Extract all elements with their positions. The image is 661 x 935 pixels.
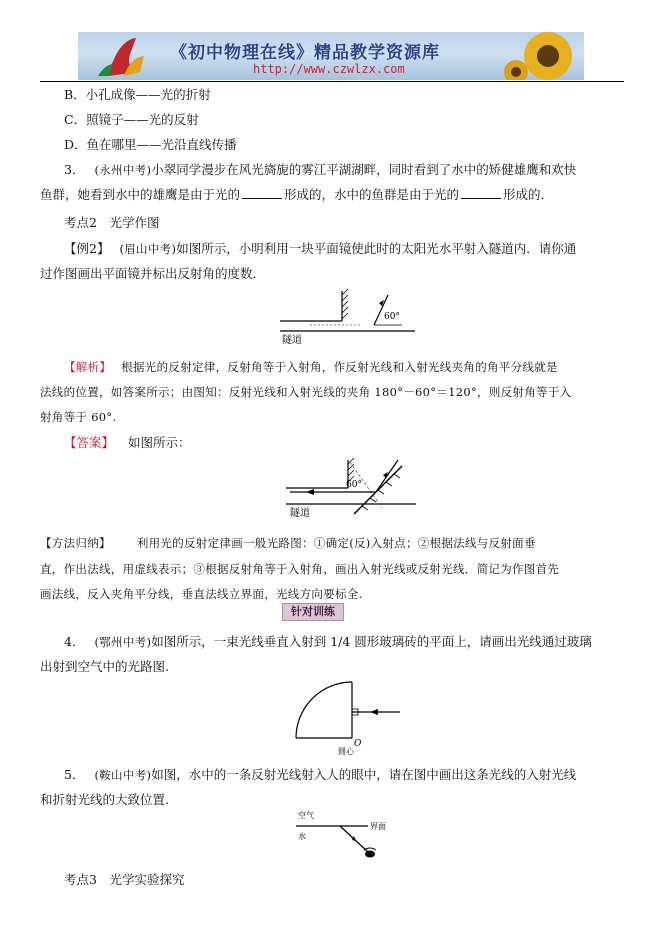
method-line-2: 直，作出法线，用虚线表示；③根据反射角等于入射角，画出入射光线或反射光线．简记为作图首先	[40, 562, 560, 576]
example-source: (眉山中考)	[119, 242, 177, 256]
question-number: 5．	[64, 767, 85, 782]
sunflower-icon	[504, 32, 572, 80]
arrow-icon	[370, 709, 378, 715]
banner-title: 《初中物理在线》精品教学资源库	[170, 43, 440, 63]
question-text: 小翠同学漫步在风光旖旎的雾江平湖湖畔，同时看到了水中的矫健雄鹰和欢快	[151, 162, 577, 177]
header-banner	[78, 32, 584, 80]
water-label: 水	[298, 832, 306, 841]
method-text: 利用光的反射定律画一般光路图：①确定(反)入射点；②根据法线与反射面垂	[136, 536, 536, 550]
origin-label: O	[354, 739, 362, 749]
question-number: 3．	[64, 162, 85, 177]
option-b: B．小孔成像——光的折射	[64, 87, 211, 102]
question-text: 形成的，水中的鱼群是由于光的	[284, 187, 460, 202]
method-line-3: 画法线，反入夹角平分线，垂直法线立界面，光线方向要标全.	[40, 587, 363, 601]
header-divider	[40, 81, 624, 82]
answer-blank-2[interactable]	[461, 186, 501, 199]
question-3-line-2	[40, 186, 553, 204]
analysis-line-2: 法线的位置，如答案所示；由图知：反射光线和入射光线的夹角 180°－60°＝120°，则反射角等于入	[40, 385, 572, 399]
option-d: D．鱼在哪里——光沿直线传播	[64, 137, 237, 152]
question-text: 形成的．	[503, 187, 554, 202]
answer-blank-1[interactable]	[242, 186, 282, 199]
section-heading-2: 考点2 光学作图	[64, 215, 160, 230]
question-4-line-1	[64, 633, 592, 651]
question-text: 鱼群，她看到水中的雄鹰是由于光的	[40, 187, 241, 202]
example-2-line-1	[64, 240, 576, 258]
banner-url[interactable]: http://www.czwlzx.com	[253, 62, 405, 76]
question-3-line-1	[64, 161, 576, 179]
section-heading-3: 考点3 光学实验探究	[64, 872, 185, 887]
tunnel-label: 隧道	[282, 335, 302, 346]
figure-quarter-circle	[290, 676, 410, 756]
answer-text: 如图所示：	[128, 435, 191, 450]
analysis-line-3: 射角等于 60°.	[40, 410, 117, 424]
angle-label: 60°	[384, 312, 400, 322]
question-number: 4．	[64, 634, 85, 649]
center-label: 圆心	[338, 747, 354, 756]
question-source: (鄂州中考)	[94, 635, 152, 649]
question-5-line-2: 和折射光线的大致位置.	[40, 792, 169, 807]
answer-line	[64, 434, 191, 452]
example-label: 【例2】	[64, 241, 110, 256]
analysis-line-1	[64, 358, 558, 376]
question-source: (鞍山中考)	[94, 768, 152, 782]
question-text: 如图，水中的一条反射光线射入人的眼中，请在图中画出这条光线的入射光线	[151, 767, 577, 782]
method-label: 【方法归纳】	[40, 536, 111, 550]
example-2-line-2: 过作图画出平面镜并标出反射角的度数．	[40, 266, 266, 281]
tunnel-label: 隧道	[290, 508, 310, 519]
surface-label: 界面	[370, 822, 386, 831]
analysis-label: 【解析】	[64, 360, 112, 374]
figure-water-surface	[296, 806, 396, 864]
air-label: 空气	[298, 811, 314, 820]
question-4-line-2: 出射到空气中的光路图.	[40, 659, 169, 674]
answer-label: 【答案】	[64, 435, 115, 450]
eye-icon	[364, 848, 376, 858]
example-text: 如图所示，小明利用一块平面镜使此时的太阳光水平射入隧道内．请你通	[176, 241, 577, 256]
question-source: (永州中考)	[94, 163, 152, 177]
arrow-icon	[306, 489, 314, 495]
option-c: C．照镜子——光的反射	[64, 112, 199, 127]
practice-badge: 针对训练	[282, 603, 344, 621]
question-5-line-1	[64, 766, 576, 784]
angle-label: 60°	[346, 480, 362, 490]
question-text: 如图所示，一束光线垂直入射到 1/4 圆形玻璃砖的平面上，请画出光线通过玻璃	[151, 634, 592, 649]
method-line-1	[40, 534, 536, 552]
figure-tunnel-answer	[286, 456, 426, 522]
incident-ray	[376, 460, 398, 492]
figure-tunnel-question	[280, 285, 420, 347]
analysis-text: 根据光的反射定律，反射角等于入射角，作反射光线和入射光线夹角的角平分线就是	[121, 360, 558, 374]
